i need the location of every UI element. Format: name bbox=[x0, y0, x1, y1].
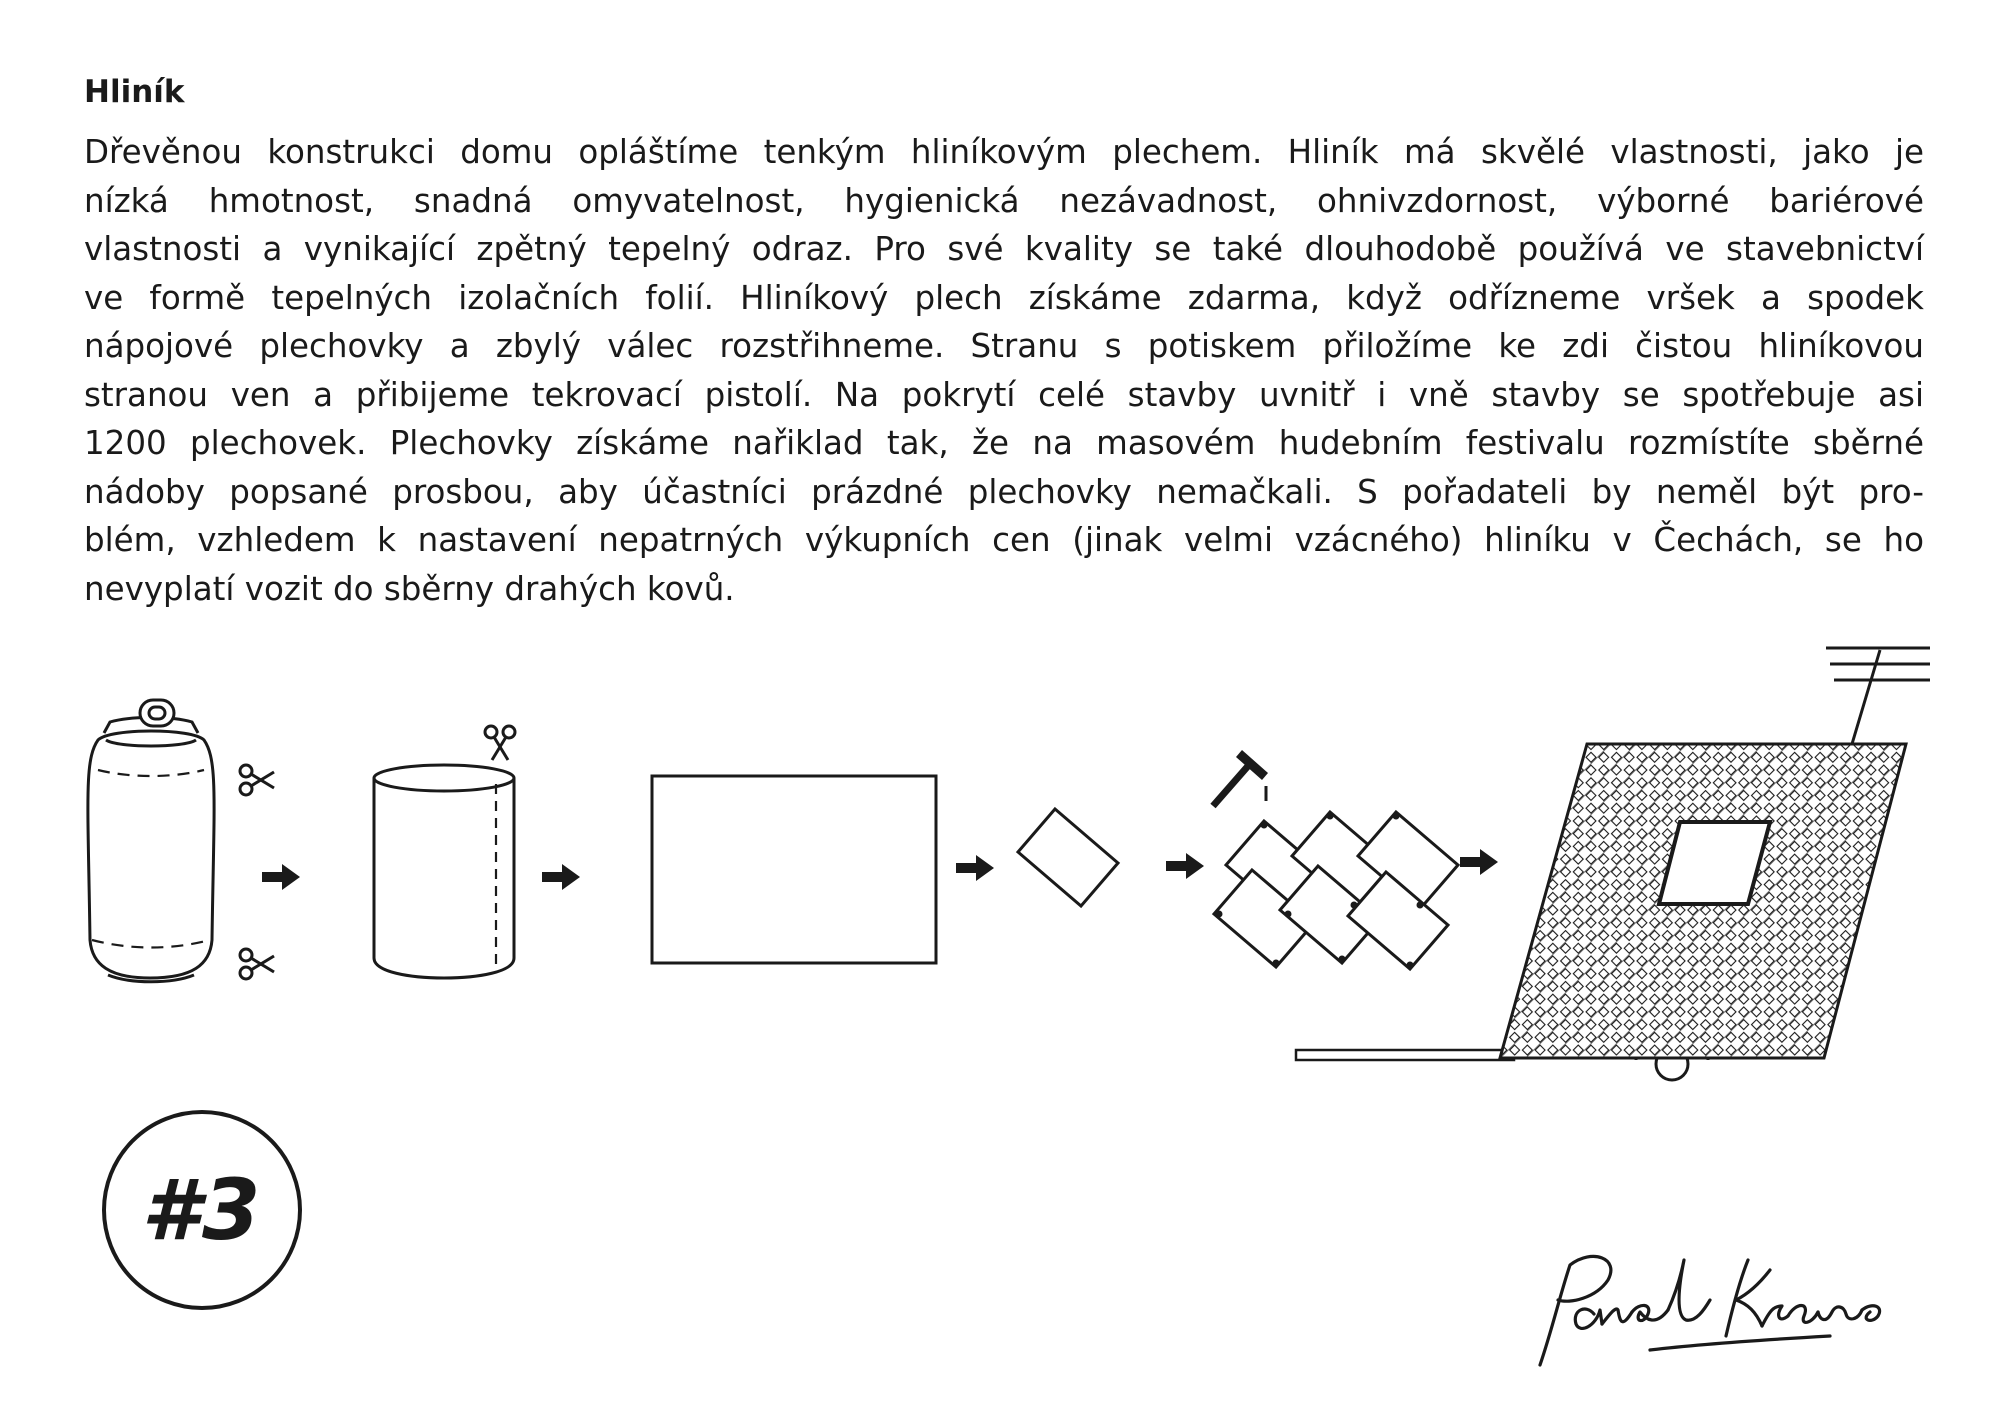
body-line: nádoby popsané prosbou, aby účastníci prázdné plechovky nemačkali. S pořadateli by neměl být pro- bbox=[84, 472, 1924, 511]
body-line: vlastnosti a vynikající zpětný tepelný odraz. Pro své kvality se také dlouhodobě používá ve stavebnictví bbox=[84, 230, 1924, 268]
arrow-right-icon bbox=[956, 855, 994, 881]
hammer-icon bbox=[1213, 750, 1268, 806]
article-title: Hliník bbox=[84, 74, 185, 110]
step-cylinder bbox=[374, 765, 514, 978]
step-overlapping-tiles bbox=[1214, 812, 1458, 969]
body-line: nízká hmotnost, snadná omyvatelnost, hygienická nezávadnost, ohnivzdornost, výborné bariérové bbox=[84, 181, 1924, 220]
body-line: stranou ven a přibijeme tekrovací pistolí. Na pokrytí celé stavby uvnitř i vně stavby se spotřebuje asi bbox=[84, 375, 1924, 414]
step-number-badge bbox=[102, 1110, 302, 1310]
author-signature bbox=[1500, 1240, 1920, 1380]
scissors-icon bbox=[485, 726, 515, 760]
body-line: nevyplatí vozit do sběrny drahých kovů. bbox=[84, 569, 735, 608]
step-can bbox=[88, 700, 214, 982]
arrow-right-icon bbox=[1166, 853, 1204, 879]
body-line: nápojové plechovky a zbylý válec rozstřihneme. Stranu s potiskem přiložíme ke zdi čistou hliníkovou bbox=[84, 327, 1924, 365]
arrow-right-icon bbox=[262, 864, 300, 890]
body-line: Dřevěnou konstrukci domu opláštíme tenkým hliníkovým plechem. Hliník má skvělé vlastnosti, jako je bbox=[84, 133, 1924, 171]
badge-label: #3 bbox=[141, 1161, 263, 1259]
antenna-icon bbox=[1826, 648, 1930, 744]
scissors-icon bbox=[240, 765, 274, 795]
arrow-right-icon bbox=[542, 864, 580, 890]
step-diamond-tile bbox=[1018, 809, 1118, 906]
body-line: ve formě tepelných izolačních folií. Hliníkový plech získáme zdarma, když odřízneme vršek a spodek bbox=[84, 278, 1924, 317]
body-line: 1200 plechovek. Plechovky získáme nařiklad tak, že na masovém hudebním festivalu rozmístíte sběrné bbox=[84, 424, 1924, 462]
step-flat-sheet bbox=[652, 776, 936, 963]
scissors-icon bbox=[240, 949, 274, 979]
arrow-right-icon bbox=[1460, 849, 1498, 875]
body-line: blém, vzhledem k nastavení nepatrných výkupních cen (jinak velmi vzácného) hliníku v Čechách, se ho bbox=[84, 521, 1924, 559]
